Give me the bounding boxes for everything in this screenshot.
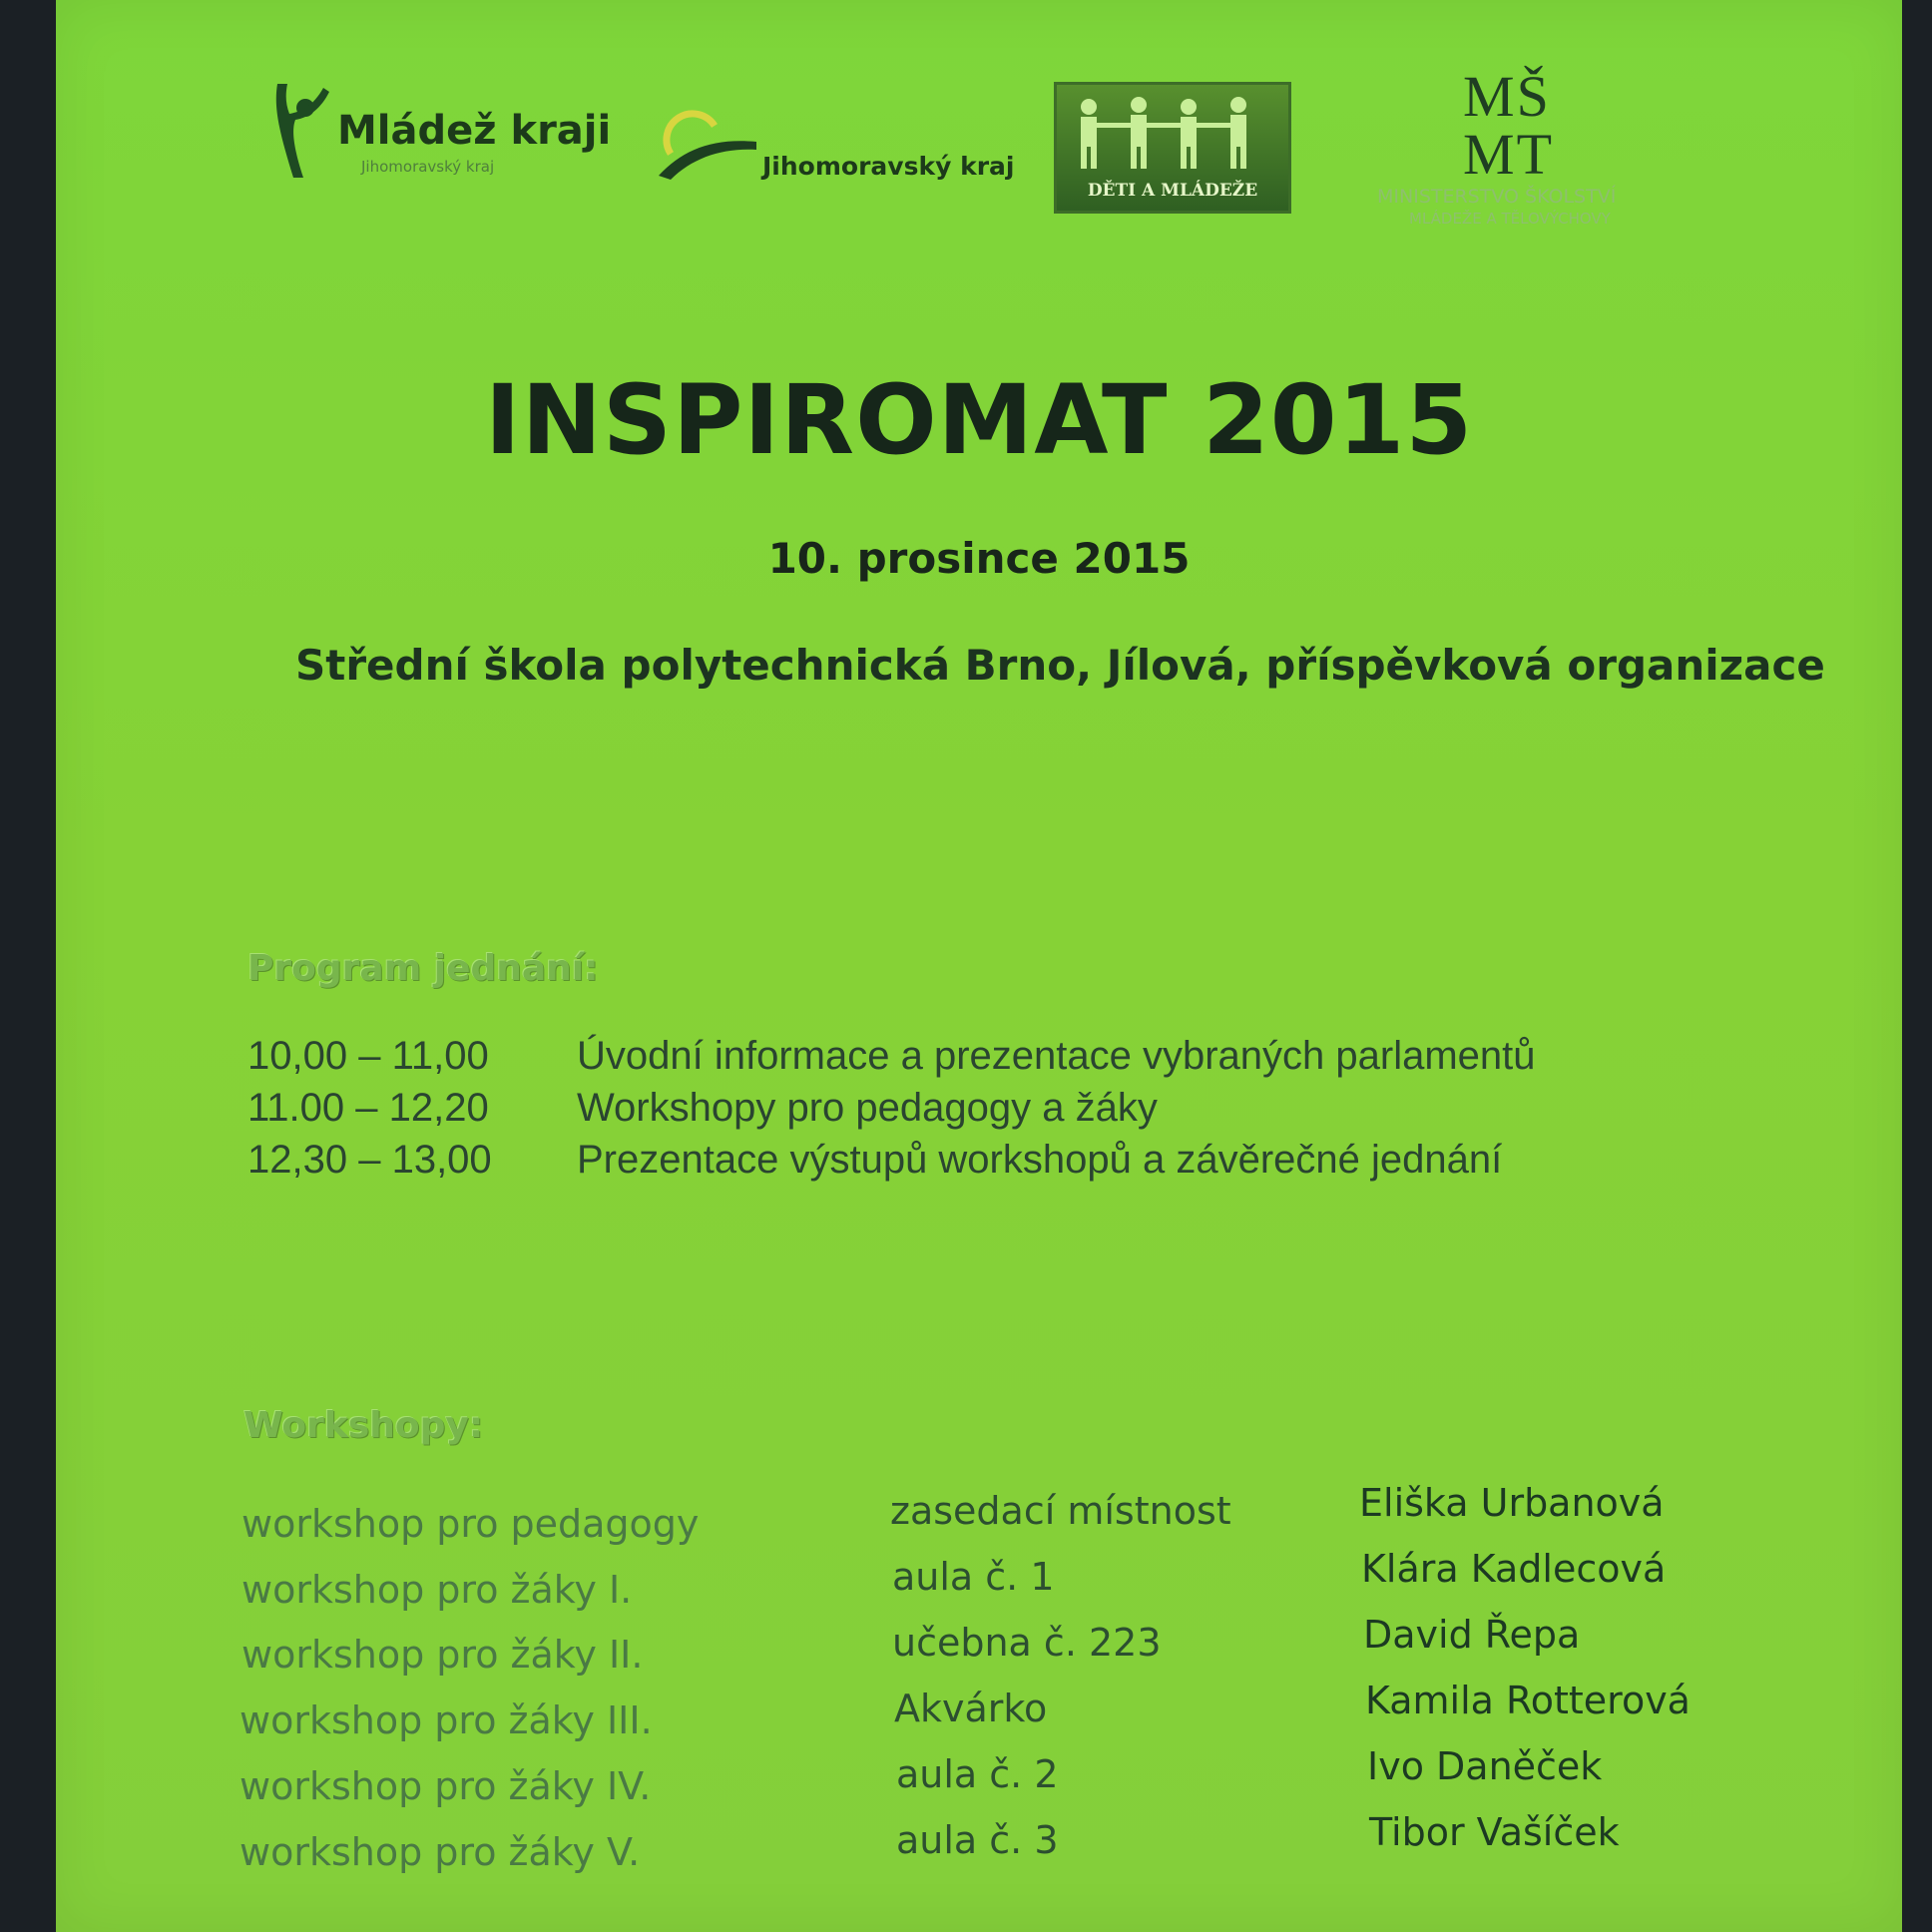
program-text: Workshopy pro pedagogy a žáky (577, 1086, 1158, 1130)
workshops-heading: Workshopy: (243, 1405, 484, 1446)
program-item (247, 1086, 1536, 1138)
workshop-room: Akvárko (894, 1687, 1048, 1730)
rada-deti-label: DĚTI A MLÁDEŽE (1087, 181, 1258, 201)
workshop-room: aula č. 1 (892, 1555, 1055, 1599)
jihomoravsky-kraj-swoosh-icon (653, 110, 762, 190)
workshop-person: Tibor Vašíček (1369, 1810, 1620, 1854)
workshop-person: Kamila Rotterová (1365, 1679, 1690, 1722)
msmt-line1: MINISTERSTVO ŠKOLSTVÍ (1377, 186, 1617, 208)
workshop-room: učebna č. 223 (892, 1621, 1162, 1665)
flyer-paper (56, 0, 1902, 1932)
workshop-name: workshop pro žáky IV. (240, 1764, 652, 1808)
event-date: 10. prosince 2015 (767, 534, 1191, 583)
logo-msmt (1313, 64, 1712, 238)
workshop-room: zasedací místnost (890, 1489, 1231, 1533)
workshop-person: David Řepa (1363, 1613, 1581, 1657)
workshop-name: workshop pro žáky III. (240, 1698, 653, 1742)
program-heading: Program jednání: (247, 948, 599, 989)
program-time: 12,30 – 13,00 (247, 1138, 492, 1182)
program-item (247, 1138, 1536, 1190)
workshop-name: workshop pro žáky II. (242, 1633, 644, 1677)
workshop-person: Ivo Daněček (1367, 1744, 1603, 1788)
logo-rada-deti-a-mladeze (1054, 82, 1291, 214)
program-text: Prezentace výstupů workshopů a závěrečné jednání (577, 1138, 1503, 1182)
msmt-mark: MŠMT (1463, 64, 1554, 187)
program-time: 10,00 – 11,00 (247, 1034, 489, 1078)
program-time: 11.00 – 12,20 (247, 1086, 489, 1130)
logo-jihomoravsky-kraj (653, 110, 1072, 190)
event-venue: Střední škola polytechnická Brno, Jílová, příspěvková organizace (295, 641, 1825, 690)
workshop-name: workshop pro žáky V. (240, 1830, 641, 1874)
jihomoravsky-kraj-title: Jihomoravský kraj (762, 152, 1015, 181)
workshop-person: Eliška Urbanová (1359, 1481, 1665, 1525)
workshop-room: aula č. 2 (896, 1752, 1059, 1796)
logo-mladez-kraji (265, 78, 645, 188)
msmt-line2: MLÁDEŽE A TĚLOVÝCHOVY (1409, 210, 1611, 228)
children-figures-icon (1067, 93, 1278, 173)
workshop-name: workshop pro pedagogy (242, 1502, 700, 1546)
workshop-name: workshop pro žáky I. (242, 1568, 633, 1612)
mladez-kraji-figure-icon (265, 78, 335, 188)
mladez-kraji-title: Mládež kraji (337, 108, 612, 154)
program-text: Úvodní informace a prezentace vybraných parlamentů (577, 1034, 1536, 1078)
program-list (247, 1034, 1536, 1190)
mladez-kraji-subtitle: Jihomoravský kraj (361, 158, 495, 176)
workshop-room: aula č. 3 (896, 1818, 1059, 1862)
document-title: INSPIROMAT 2015 (484, 364, 1474, 476)
workshop-person: Klára Kadlecová (1361, 1547, 1667, 1591)
program-item (247, 1034, 1536, 1086)
